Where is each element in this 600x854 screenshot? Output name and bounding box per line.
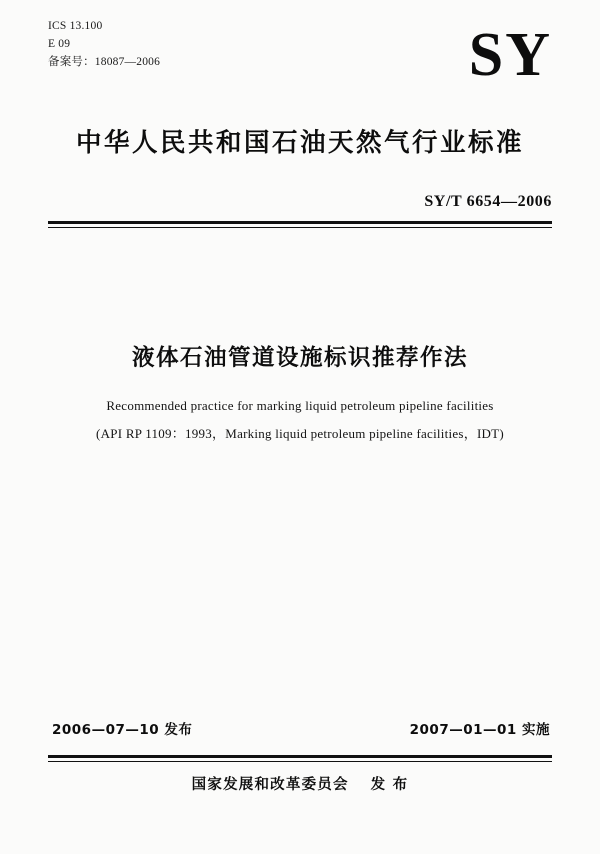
standard-number: SY/T 6654—2006 (424, 193, 552, 211)
standard-org-title: 中华人民共和国石油天然气行业标准 (75, 128, 524, 159)
document-title-en-source: (API RP 1109：1993，Marking liquid petroleum pipeline facilities，IDT) (96, 425, 504, 441)
document-title-en: Recommended practice for marking liquid petroleum pipeline facilities (106, 397, 494, 413)
footer-rule-thick (48, 755, 552, 758)
sy-emblem: SY (468, 21, 552, 89)
issue-date: 2006—07—10 发布 (52, 722, 193, 738)
issuer-name: 国家发展和改革委员会 (191, 777, 349, 793)
document-content (48, 18, 552, 836)
header-rule-thick (48, 221, 552, 224)
issuer-suffix: 发 布 (370, 777, 409, 793)
ics-code: ICS 13.100 (48, 20, 103, 32)
footer-rule-thin (48, 761, 552, 762)
dates-row (48, 718, 552, 738)
record-number: 备案号：18087—2006 (48, 55, 161, 68)
document-title-zh: 液体石油管道设施标识推荐作法 (131, 344, 468, 371)
effective-date: 2007—01—01 实施 (409, 722, 550, 738)
issuer-line (48, 773, 552, 794)
category-code: E 09 (48, 37, 71, 50)
footer-rules (48, 745, 552, 762)
header-rule-thin (48, 227, 552, 228)
